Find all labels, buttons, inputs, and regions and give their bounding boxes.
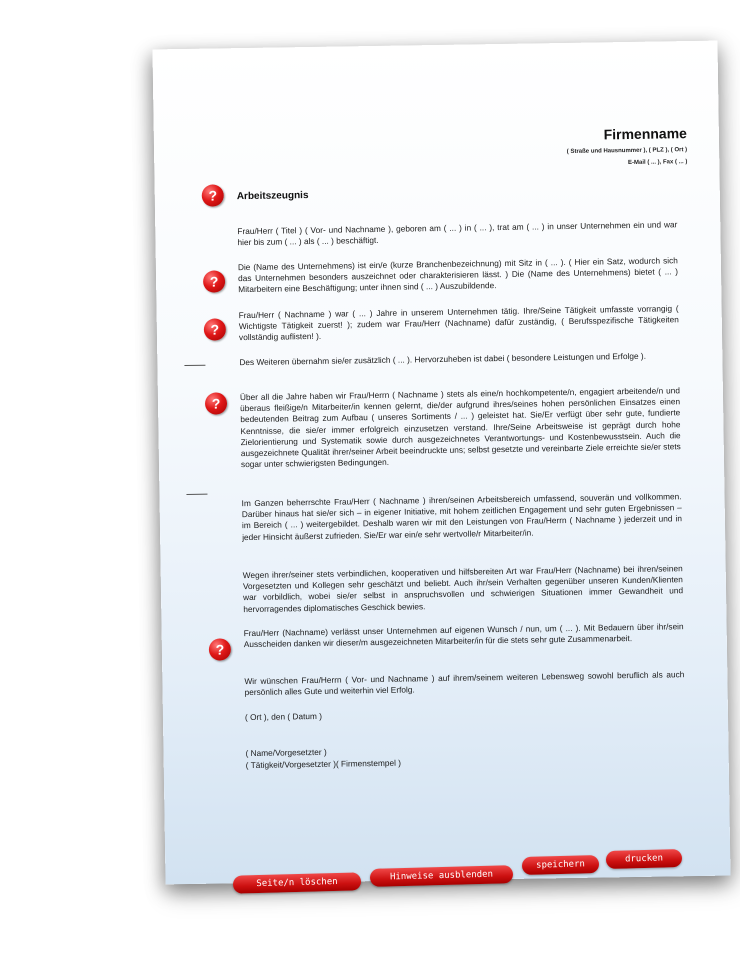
- delete-pages-button[interactable]: Seite/n löschen: [233, 872, 361, 893]
- save-button[interactable]: speichern: [522, 855, 599, 875]
- paragraph-behavior: Wegen ihrer/seiner stets verbindlichen, kooperativen und hilfsbereiten Art war Frau/Herr (Nachname) bei ihren/seinen Vorgesetzten und Kollegen sehr geschätzt und beliebt. Auch ihr/sein Verhalten gegenüber unseren Kunden/Klienten war vorbildlich, wobei sie/er selbst in anspruchsvollen und schwierigen Situationen immer Gewandheit und hervorragendes diplomatisches Geschick bewies.: [242, 563, 684, 614]
- hint-icon[interactable]: ?: [204, 318, 226, 340]
- paragraph-company: Die (Name des Unternehmens) ist ein/e (kurze Branchenbezeichnung) mit Sitz in ( ... ). ( Hier ein Satz, wodurch sich das Unternehmen besonders auszeichnet oder charakterisieren lässt. ) Die (Name des Unternehmens) bietet ( ... ) Mitarbeitern eine Beschäftigung; unter ihnen sind ( ... ) Auszubildende.: [237, 255, 679, 295]
- hide-hints-button[interactable]: Hinweise ausblenden: [370, 865, 513, 887]
- hint-icon[interactable]: ?: [203, 270, 225, 292]
- signature-name: ( Name/Vorgesetzter ): [245, 746, 327, 759]
- place-date: ( Ort ), den ( Datum ): [244, 710, 323, 723]
- print-button[interactable]: drucken: [606, 849, 682, 869]
- signature-role: ( Tätigkeit/Vorgesetzter )( Firmenstempel ): [245, 757, 402, 771]
- paragraph-employment: Frau/Herr ( Titel ) ( Vor- und Nachname ), geboren am ( ... ) in ( ... ), trat am ( ... ) in unser Unternehmen ein und war hier bis zum ( ... ) als ( ... ) beschäftigt.: [237, 219, 678, 248]
- hint-icon[interactable]: ?: [205, 392, 227, 414]
- company-address: ( Straße und Hausnummer ), ( PLZ ), ( Ort ): [566, 147, 688, 155]
- document-page: [152, 41, 730, 885]
- margin-mark: [184, 365, 205, 366]
- paragraph-wishes: Wir wünschen Frau/Herrn ( Vor- und Nachname ) auf ihrem/seinem weiteren Lebensweg sowohl beruflich als auch persönlich alles Gute und weiterhin viel Erfolg.: [244, 669, 685, 698]
- paragraph-summary: Im Ganzen beherrschte Frau/Herr ( Nachname ) ihren/seinen Arbeitsbereich umfassend, souverän und vollkommen. Darüber hinaus hat sie/er sich – in eigener Initiative, mit hohem zeitlichen Engagement und sehr guten Ergebnissen – im Bereich ( ... ) weitergebildet. Deshalb waren wir mit den Leistungen von Frau/Herrn ( Nachname ) jederzeit und in jeder Hinsicht äußerst zufrieden. Sie/Er war ein/e sehr wertvolle/r Mitarbeiter/in.: [241, 491, 682, 542]
- document-title: Arbeitszeugnis: [236, 190, 309, 203]
- paragraph-achievements: Des Weiteren übernahm sie/er zusätzlich ( ... ). Hervorzuheben ist dabei ( besondere Leistungen und Erfolge ).: [239, 350, 647, 368]
- hint-icon[interactable]: ?: [209, 638, 231, 660]
- hint-icon[interactable]: ?: [202, 184, 224, 206]
- company-name: Firmenname: [603, 125, 687, 143]
- margin-mark: [186, 494, 207, 495]
- company-contact: E-Mail ( ... ), Fax ( ... ): [627, 159, 688, 167]
- paragraph-performance: Über all die Jahre haben wir Frau/Herrn ( Nachname ) stets als eine/n hochkompetente/n, engagiert arbeitende/n und überaus fleißige/n Mitarbeiter/in kennen gelernt, die/der aufgrund ihres/seines hohen persönlichen Einsatzes einen bedeutenden Beitrag zum Aufbau ( unseres Sortiments / ... ) geleistet hat. Sie/Er verfügt über sehr gute, fundierte Kenntnisse, die sie/er immer erfolgreich einzusetzen verstand. Ihre/Seine Arbeitsweise ist geprägt durch hohe Zielorientierung und Systematik sowie durch ausgezeichnetes Verantwortungs- und Kostenbewusstsein. Auch die ausgezeichnete Qualität ihrer/seiner Arbeit beeindruckte uns; selbst gesetzte und vereinbarte Ziele erreichte sie/er stets sogar unter schwierigsten Bedingungen.: [239, 385, 681, 470]
- paragraph-departure: Frau/Herr (Nachname) verlässt unser Unternehmen auf eigenen Wunsch / nun, um ( ... ). Mit Bedauern über ihr/sein Ausscheiden danken wir dieser/m ausgezeichneten Mitarbeiter/in für die stets sehr gute Zusammenarbeit.: [243, 621, 684, 650]
- paragraph-duties: Frau/Herr ( Nachname ) war ( ... ) Jahre in unserem Unternehmen tätig. Ihre/Seine Tätigkeit umfasste vorrangig ( Wichtigste Tätigkeit zuerst! ); zudem war Frau/Herr (Nachname) dafür zuständig, ( Berufsspezifische Tätigkeiten vollständig auflisten! ).: [238, 303, 679, 343]
